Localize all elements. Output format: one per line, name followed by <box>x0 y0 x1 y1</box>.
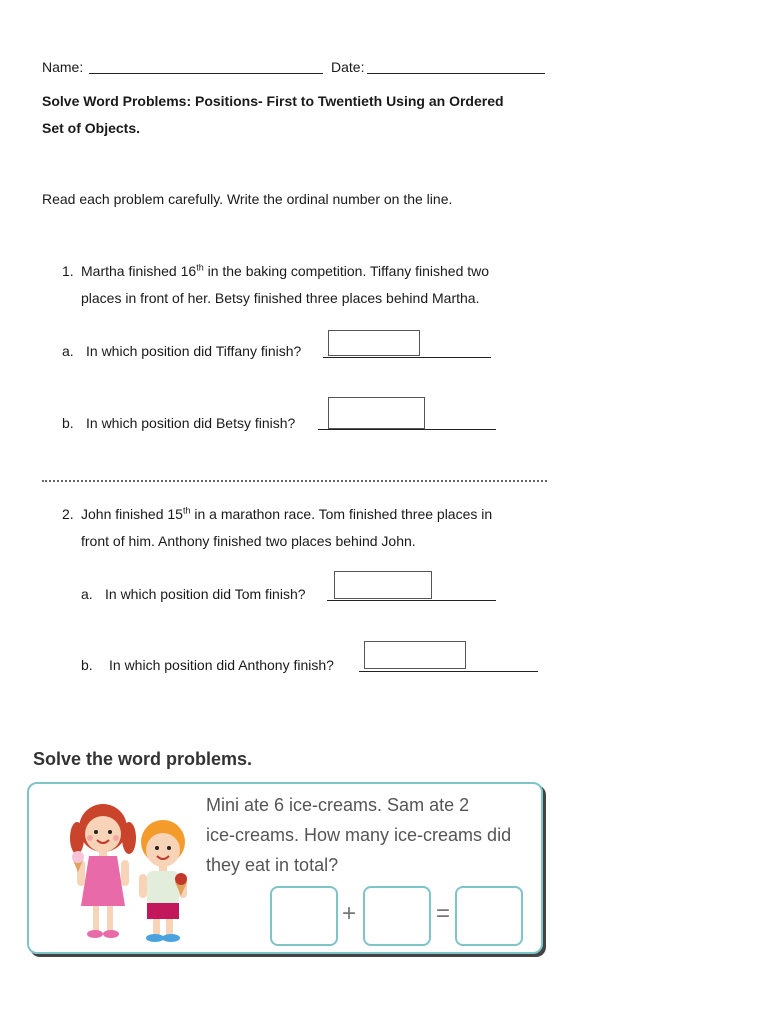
kids-illustration-icon <box>63 798 203 950</box>
worksheet-title-line1: Solve Word Problems: Positions- First to Twentieth Using an Ordered <box>42 93 504 109</box>
problem1-qb-letter: b. <box>62 415 74 431</box>
problem2-qb-answer-box[interactable] <box>364 641 466 669</box>
name-line[interactable] <box>89 73 323 74</box>
word-problem-line1: Mini ate 6 ice-creams. Sam ate 2 <box>206 795 470 815</box>
name-label: Name: <box>42 59 84 75</box>
dotted-divider <box>42 480 547 482</box>
problem1-line2: places in front of her. Betsy finished three places behind Martha. <box>81 290 480 306</box>
problem1-qb-text: In which position did Betsy finish? <box>86 415 296 431</box>
problem2-qa-answer-line <box>327 600 496 601</box>
problem2-line1: John finished 15th in a marathon race. Tom finished three places in <box>81 505 493 522</box>
problem2-number: 2. <box>62 506 74 522</box>
problem1-qa-answer-line <box>323 357 491 358</box>
date-label: Date: <box>331 59 365 75</box>
problem1-number: 1. <box>62 263 74 279</box>
problem2-qa-letter: a. <box>81 586 93 602</box>
plus-sign: + <box>342 900 357 927</box>
addend1-box[interactable] <box>270 886 338 946</box>
word-problems-heading: Solve the word problems. <box>33 749 253 769</box>
equals-sign: = <box>436 900 451 927</box>
problem2-qb-answer-line <box>359 671 538 672</box>
problem2-qb-text: In which position did Anthony finish? <box>109 657 334 673</box>
addend2-box[interactable] <box>363 886 431 946</box>
problem2-qa-text: In which position did Tom finish? <box>105 586 306 602</box>
problem1-qb-answer-box[interactable] <box>328 397 425 429</box>
date-line[interactable] <box>367 73 545 74</box>
problem1-qa-answer-box[interactable] <box>328 330 420 356</box>
problem1-qb-answer-line <box>318 429 496 430</box>
problem2-qa-answer-box[interactable] <box>334 571 432 599</box>
problem2-line2: front of him. Anthony finished two places behind John. <box>81 533 416 549</box>
instructions: Read each problem carefully. Write the ordinal number on the line. <box>42 191 453 207</box>
word-problem-line3: they eat in total? <box>206 855 339 875</box>
problem2-qb-letter: b. <box>81 657 93 673</box>
word-problem-card <box>27 782 543 954</box>
problem1-qa-letter: a. <box>62 343 74 359</box>
sum-box[interactable] <box>455 886 523 946</box>
word-problem-line2: ice-creams. How many ice-creams did <box>206 825 512 845</box>
problem1-qa-text: In which position did Tiffany finish? <box>86 343 302 359</box>
problem1-line1: Martha finished 16th in the baking competition. Tiffany finished two <box>81 262 490 279</box>
worksheet-title-line2: Set of Objects. <box>42 120 141 136</box>
